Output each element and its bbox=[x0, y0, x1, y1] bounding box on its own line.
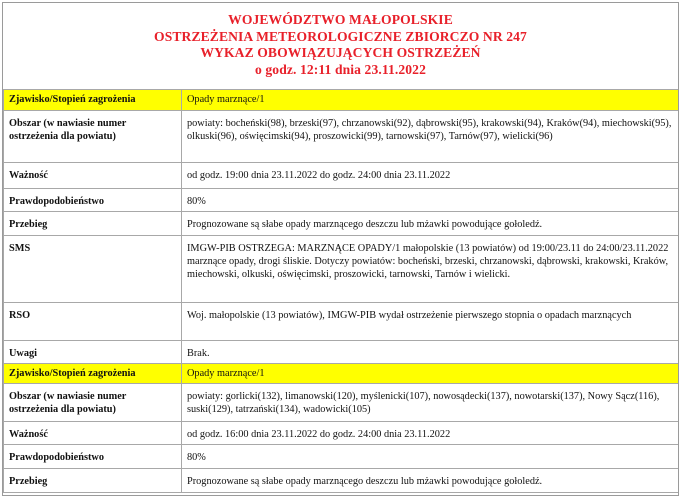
rso-value: Woj. małopolskie (13 powiatów), IMGW-PIB wydał ostrzeżenie pierwszego stopnia o opadach marznących bbox=[182, 303, 679, 341]
phenomenon-label: Zjawisko/Stopień zagrożenia bbox=[4, 90, 182, 111]
phenomenon-label: Zjawisko/Stopień zagrożenia bbox=[4, 364, 182, 384]
notes-value: Brak. bbox=[182, 341, 679, 364]
notes-label: Uwagi bbox=[4, 341, 182, 364]
document-header bbox=[3, 3, 678, 89]
header-bulletin-number: OSTRZEŻENIA METEOROLOGICZNE ZBIORCZO NR 247 bbox=[154, 28, 527, 44]
validity-label: Ważność bbox=[4, 163, 182, 189]
header-timestamp: o godz. 12:11 dnia 23.11.2022 bbox=[255, 61, 426, 77]
course-label: Przebieg bbox=[4, 469, 182, 493]
warning-2-validity-row bbox=[4, 422, 679, 445]
area-label: Obszar (w nawiasie numer ostrzeżenia dla powiatu) bbox=[4, 384, 182, 422]
validity-value: od godz. 16:00 dnia 23.11.2022 do godz. 24:00 dnia 23.11.2022 bbox=[182, 422, 679, 445]
probability-value: 80% bbox=[182, 445, 679, 469]
course-value: Prognozowane są słabe opady marznącego deszczu lub mżawki powodujące gołoledź. bbox=[182, 469, 679, 493]
warning-1-sms-row bbox=[4, 236, 679, 303]
validity-label: Ważność bbox=[4, 422, 182, 445]
area-value: powiaty: gorlicki(132), limanowski(120), myślenicki(107), nowosądecki(137), nowotarski(137), Nowy Sącz(116), suski(129), tatrzański(134), wadowicki(105) bbox=[182, 384, 679, 422]
area-value: powiaty: bocheński(98), brzeski(97), chrzanowski(92), dąbrowski(95), krakowski(94), Kraków(94), miechowski(95), olkuski(96), oświęcimski(94), proszowicki(99), tarnowski(97), Tarnów(97), wielicki(96) bbox=[182, 111, 679, 163]
probability-label: Prawdopodobieństwo bbox=[4, 189, 182, 212]
warning-1-notes-row bbox=[4, 341, 679, 364]
document-frame bbox=[2, 2, 679, 496]
phenomenon-value: Opady marznące/1 bbox=[182, 364, 679, 384]
warning-1-phenomenon-row bbox=[4, 90, 679, 111]
warning-1-rso-row bbox=[4, 303, 679, 341]
phenomenon-value: Opady marznące/1 bbox=[182, 90, 679, 111]
header-list-title: WYKAZ OBOWIĄZUJĄCYCH OSTRZEŻEŃ bbox=[200, 45, 481, 60]
warning-1-course-row bbox=[4, 212, 679, 236]
warnings-table bbox=[3, 89, 679, 493]
warning-1-validity-row bbox=[4, 163, 679, 189]
sms-label: SMS bbox=[4, 236, 182, 303]
validity-value: od godz. 19:00 dnia 23.11.2022 do godz. 24:00 dnia 23.11.2022 bbox=[182, 163, 679, 189]
warning-2-probability-row bbox=[4, 445, 679, 469]
sms-value: IMGW-PIB OSTRZEGA: MARZNĄCE OPADY/1 małopolskie (13 powiatów) od 19:00/23.11 do 24:00/23.11.2022 marznące opady, drogi śliskie. Dotyczy powiatów: bocheński, brzeski, chrzanowski, dąbrowski, krakowski, Kraków, miechowski, olkuski, oświęcimski, proszowicki, tarnowski, Tarnów i wielicki. bbox=[182, 236, 679, 303]
warning-2-area-row bbox=[4, 384, 679, 422]
warning-1-area-row bbox=[4, 111, 679, 163]
course-value: Prognozowane są słabe opady marznącego deszczu lub mżawki powodujące gołoledź. bbox=[182, 212, 679, 236]
probability-label: Prawdopodobieństwo bbox=[4, 445, 182, 469]
header-voivodeship: WOJEWÓDZTWO MAŁOPOLSKIE bbox=[228, 12, 453, 27]
probability-value: 80% bbox=[182, 189, 679, 212]
warning-2-phenomenon-row bbox=[4, 364, 679, 384]
course-label: Przebieg bbox=[4, 212, 182, 236]
warning-1-probability-row bbox=[4, 189, 679, 212]
rso-label: RSO bbox=[4, 303, 182, 341]
area-label: Obszar (w nawiasie numer ostrzeżenia dla powiatu) bbox=[4, 111, 182, 163]
warning-2-course-row bbox=[4, 469, 679, 493]
